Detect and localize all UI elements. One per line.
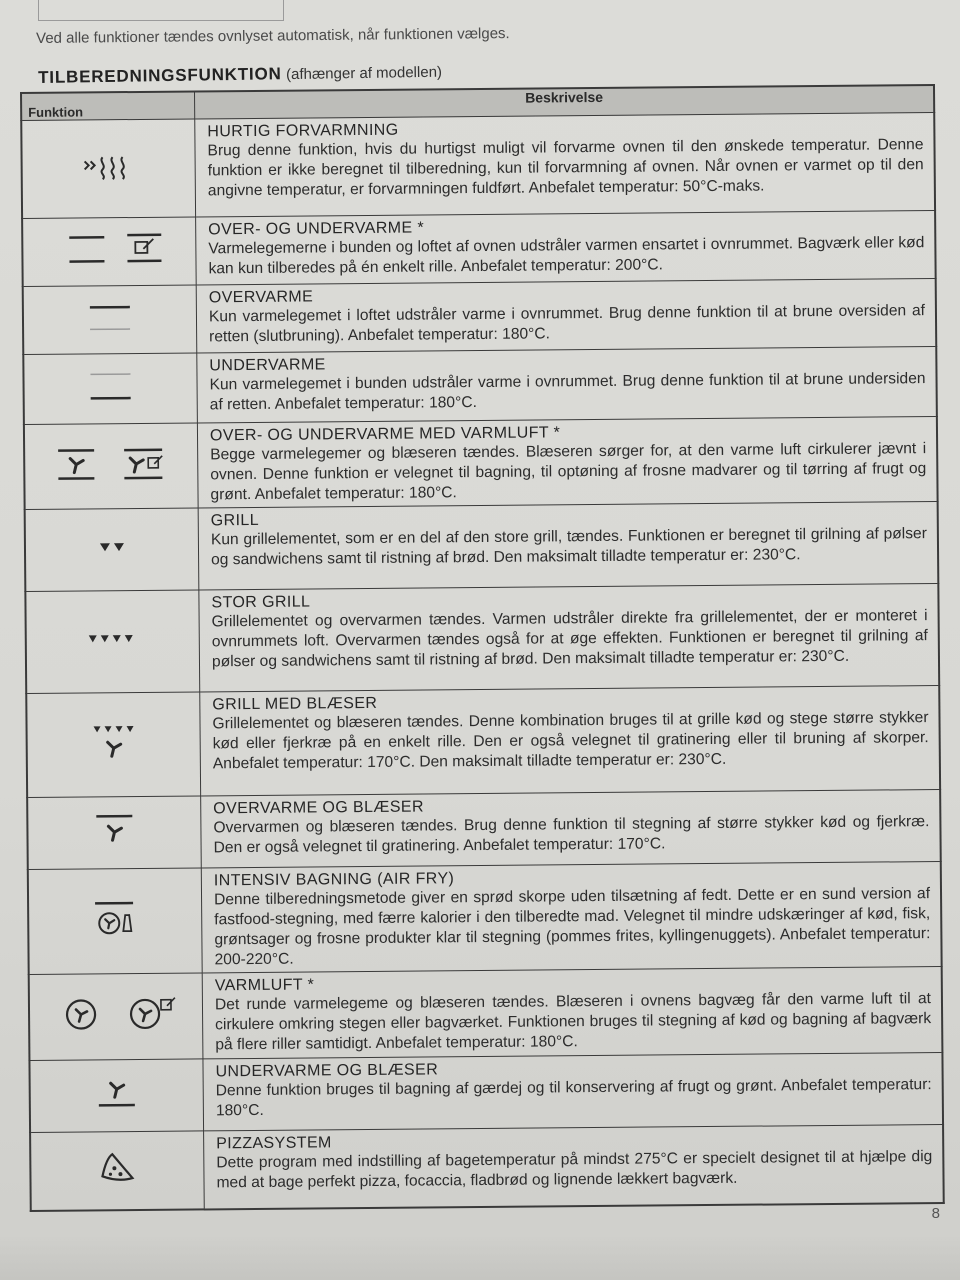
function-description-cell [200, 686, 940, 796]
function-title: UNDERVARME OG BLÆSER [215, 1061, 439, 1081]
function-text: Begge varmelegemer og blæseren tændes. Blæseren sørger for, at den varme luft cirkulerer jævnt i ovnen. Denne funktion er velegnet til bagning, til optøning af frosne madvarer og til tørring af frugt og grønt. Anbefalet temperatur: 180°C. [210, 440, 927, 504]
function-icon-cell [22, 217, 196, 287]
table-row [23, 279, 937, 355]
function-title: STOR GRILL [211, 593, 311, 612]
section-title [38, 62, 442, 88]
top-heat-icon [80, 297, 140, 338]
function-description-cell [196, 211, 936, 285]
function-table-wrapper [20, 84, 945, 1211]
function-title: HURTIG FORVARMNING [207, 121, 399, 141]
function-title: OVER- OG UNDERVARME * [208, 219, 425, 239]
function-description-cell [196, 279, 936, 353]
function-title: OVERVARME [208, 288, 314, 307]
function-text: Det runde varmelegeme og blæseren tændes. Blæseren i ovnens bagvæg får den varme luft til at cirkulere omkring stegen eller bagværket. Funktionen bruges til stegning af kød og bagning af bagværk på flere riller samtidigt. Anbefalet temperatur: 180°C. [214, 990, 932, 1054]
section-title-subtitle: (afhænger af modellen) [285, 63, 443, 84]
top-bottom-heat-icon [49, 227, 169, 272]
top-heat-fan-icon [84, 810, 144, 851]
function-icon-cell [21, 119, 195, 219]
table-row [29, 966, 943, 1060]
page-shadow [0, 1235, 960, 1280]
table-row [21, 113, 935, 219]
function-title: INTENSIV BAGNING (AIR FRY) [213, 870, 455, 890]
function-text: Brug denne funktion, hvis du hurtigst muligt vil forvarme ovnen til den ønskede temperatur. Denne funktion er ikke beregnet til tilberedning, kun til forvarmning af ovnen. Når ovnen er varmet op til den angivne temperatur, er forvarmningen fuldført. Anbefalet temperatur: 50°C-maks. [207, 136, 924, 200]
hot-air-icon [51, 994, 181, 1035]
function-text: Overvarmen og blæseren tændes. Brug denne funktion til stegning af større stykker kød og fjerkræ. Den er også velegnet til gratinering. Anbefalet temperatur: 170°C. [213, 813, 930, 857]
function-icon-cell [25, 590, 199, 694]
function-description-cell [204, 1124, 944, 1208]
function-icon-cell [29, 1059, 203, 1133]
function-icon-cell [27, 796, 201, 870]
function-table [20, 84, 945, 1211]
function-description-cell [197, 347, 937, 423]
function-icon-cell [25, 508, 199, 592]
function-icon-cell [29, 973, 203, 1061]
table-row [26, 686, 940, 798]
cropped-top-box [38, 0, 284, 21]
function-description-cell [201, 861, 941, 972]
function-description-cell [195, 113, 935, 217]
page-number: 8 [931, 1205, 940, 1222]
table-row [22, 211, 936, 287]
function-text: Denne tilberedningsmetode giver en sprød skorpe uden tilsætning af fedt. Dette er en sund version af fastfood-stegning, med færre kalorier i den tilberedte mad. Velegnet til mindre udskæringer af kød, fisk, grøntsager og frosne produkter klar til stegning (pommes frites, kyllingenuggets). Anbefalet temperatur: 200-220°C. [213, 885, 931, 969]
function-text: Denne funktion bruges til bagning af gærdej og til konservering af frugt og grønt. Anbefalet temperatur: 180°C. [215, 1076, 932, 1120]
table-row [24, 417, 938, 510]
function-title: OVER- OG UNDERVARME MED VARMLUFT * [209, 424, 561, 445]
function-title: UNDERVARME [209, 356, 326, 375]
function-text: Kun varmelegemet i bunden udstråler varme i ovnrummet. Brug denne funktion til at brune undersiden af retten. Anbefalet temperatur: 180°C. [209, 370, 926, 414]
function-icon-cell [26, 692, 200, 798]
fast-preheat-icon [79, 151, 139, 182]
function-text: Dette program med indstilling af bagetemperatur på mindst 275°C er specielt designet til at hjælpe dig med at bage perfekt pizza, focaccia, fladbrød og lignende lækkert bagværk. [216, 1148, 933, 1192]
table-row [23, 347, 937, 425]
table-row [27, 789, 941, 869]
table-row [25, 502, 939, 592]
air-fry-icon [85, 896, 145, 941]
function-text: Grillelementet og blæseren tændes. Denne kombination bruges til at grille kød og stege større stykker kød eller fjerkræ på en enkelt rille. Den er også velegnet til gratinering eller til bruning af skorper. Anbefalet temperatur: 170°C. Den maksimalt tilladte temperatur er: 230°C. [212, 709, 929, 773]
top-bottom-fan-icon [46, 443, 176, 484]
function-description-cell [197, 417, 937, 508]
grill-fan-icon [84, 722, 144, 763]
function-description-cell [203, 1052, 943, 1130]
pizza-icon [92, 1148, 142, 1188]
function-title: OVERVARME OG BLÆSER [213, 798, 424, 818]
function-icon-cell [24, 423, 198, 510]
table-row [30, 1124, 944, 1210]
function-title: PIZZASYSTEM [216, 1134, 332, 1153]
function-text: Varmelegemerne i bunden og loftet af ovnen udstråler varmen ensartet i ovnrummet. Bagværk eller kød kan kun tilberedes på én enkelt rille. Anbefalet temperatur: 200°C. [208, 234, 925, 278]
function-title: GRILL MED BLÆSER [212, 694, 378, 714]
function-icon-cell [23, 353, 197, 425]
large-grill-icon [83, 629, 143, 650]
header-function: Funktion [21, 91, 195, 120]
intro-text: Ved alle funktioner tændes ovnlyset automatisk, når funktionen vælges. [36, 25, 510, 47]
function-title: GRILL [210, 511, 260, 530]
table-row [28, 861, 942, 974]
bottom-heat-fan-icon [87, 1073, 147, 1114]
function-text: Kun varmelegemet i loftet udstråler varme i ovnrummet. Brug denne funktion til at brune oversiden af retten (slutbruning). Anbefalet temperatur: 180°C. [208, 302, 926, 346]
function-title: VARMLUFT * [214, 976, 315, 995]
function-icon-cell [30, 1131, 204, 1211]
header-description: Beskrivelse [195, 85, 935, 119]
section-title-main: TILBEREDNINGSFUNKTION [38, 64, 282, 87]
function-description-cell [201, 789, 941, 867]
bottom-heat-icon [80, 366, 140, 407]
function-text: Kun grillelementet, som er en del af den store grill, tændes. Funktionen er beregnet til grilning af pølser og sandwichens samt til ristning af brød. Den maksimalt tilladte temperatur er: 230°C. [210, 525, 927, 569]
table-row [25, 584, 939, 694]
function-description-cell [199, 584, 939, 692]
function-description-cell [198, 502, 938, 590]
function-icon-cell [23, 285, 197, 355]
function-icon-cell [28, 868, 202, 975]
table-row [29, 1052, 943, 1132]
grill-icon [92, 537, 132, 557]
function-description-cell [202, 966, 942, 1058]
function-text: Grillelementet og overvarmen tændes. Varmen udstråler direkte fra grillelementet, der er monteret i ovnrummets loft. Overvarmen tændes også for at øge effekten. Funktionen er beregnet til grilning af pølser og sandwichens samt til ristning af brød. Den maksimalt tilladte temperatur er: 230°C. [211, 607, 928, 671]
